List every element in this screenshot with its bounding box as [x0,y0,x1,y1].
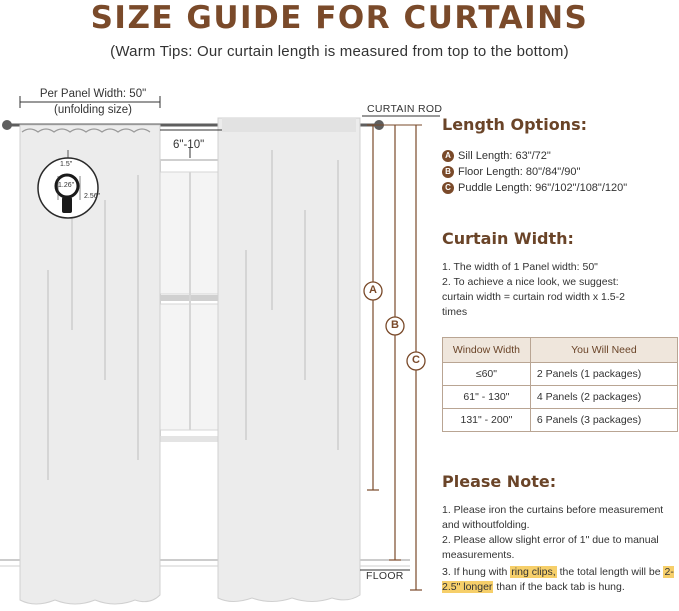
curtain-rod-label: CURTAIN ROD [367,103,443,115]
length-options-heading: Length Options: [442,115,587,134]
table-row [443,409,678,432]
note-line-2: 2. Please allow slight error of 1" due to manual measurements. [442,534,659,561]
note-line-3 [442,565,678,595]
page-title: SIZE GUIDE FOR CURTAINS [90,0,589,36]
marker-a: A [369,284,377,296]
table-header-window-width: Window Width [443,338,531,363]
table-header-you-will-need: You Will Need [530,338,677,363]
length-option-text: Sill Length: 63"/72" [458,150,551,162]
please-note-heading: Please Note: [442,472,557,491]
note-line-3-part-c: than if the back tab is hung. [493,581,625,593]
grommet-outer-label: 2.56" [84,193,101,200]
marker-b: B [391,319,399,331]
gap-label: 6"-10" [173,139,205,151]
unfolding-size-label: (unfolding size) [54,104,132,116]
length-option-a [442,150,551,162]
option-marker-a: A [442,150,454,162]
table-row [443,386,678,409]
note-line-1: 1. Please iron the curtains before measurement and withoutfolding. [442,504,664,531]
option-marker-b: B [442,166,454,178]
length-option-text: Puddle Length: 96"/102"/108"/120" [458,182,628,194]
floor-label: FLOOR [366,570,404,582]
note-line-3-part-a: 3. If hung with [442,566,511,578]
table-cell: ≤60" [443,363,531,386]
table-row [443,363,678,386]
curtain-width-line-1: 1. The width of 1 Panel width: 50" [442,261,598,273]
table-cell: 61" - 130" [443,386,531,409]
note-line-3-part-b: the total length will be [556,566,664,578]
grommet-top-label: 1.5" [60,161,73,168]
page-subtitle: (Warm Tips: Our curtain length is measured from top to the bottom) [110,43,569,60]
highlight-ring-clips: ring clips, [511,566,556,578]
window-frame [154,160,228,442]
table-cell: 6 Panels (3 packages) [530,409,677,432]
curtain-width-heading: Curtain Width: [442,229,574,248]
option-marker-c: C [442,182,454,194]
size-table [442,337,678,432]
highlight-longer: 2-2.5" longer [442,566,674,593]
curtain-width-line-2: 2. To achieve a nice look, we suggest: curtain width = curtain rod width x 1.5-2 times [442,276,625,318]
table-cell: 131" - 200" [443,409,531,432]
panel-width-label: Per Panel Width: 50" [39,88,147,100]
marker-c: C [412,354,420,366]
length-option-text: Floor Length: 80"/84"/90" [458,166,581,178]
table-header-row [443,338,678,363]
length-option-b [442,166,580,178]
length-option-c [442,182,627,194]
table-cell: 2 Panels (1 packages) [530,363,677,386]
grommet-inner-label: 1.26" [58,182,75,189]
right-curtain-panel [218,118,360,602]
table-cell: 4 Panels (2 packages) [530,386,677,409]
